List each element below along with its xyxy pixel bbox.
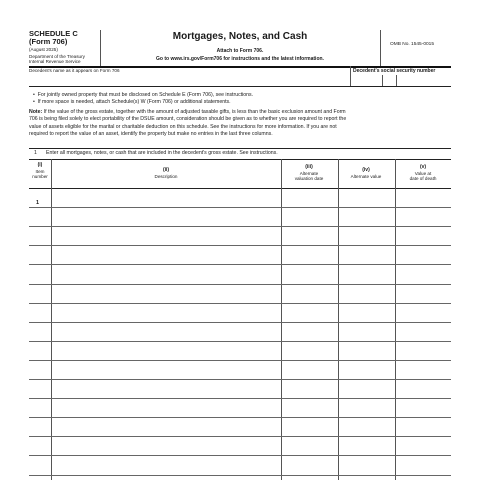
table-row-rule bbox=[29, 436, 451, 437]
note-label: Note: bbox=[29, 109, 43, 115]
table-row-rule bbox=[29, 226, 451, 227]
table-row-rule bbox=[29, 360, 451, 361]
table-row-rule bbox=[29, 475, 451, 476]
omb-number: OMB No. 1545-0015 bbox=[390, 42, 434, 47]
table-row-rule bbox=[29, 303, 451, 304]
line1-number: 1 bbox=[34, 150, 37, 156]
table-row-rule bbox=[29, 322, 451, 323]
attach-instruction: Attach to Form 706. bbox=[216, 48, 264, 54]
table-row-rule bbox=[29, 264, 451, 265]
item-number: 1 bbox=[36, 200, 40, 206]
header-divider-right bbox=[380, 30, 381, 66]
table-row-rule bbox=[29, 398, 451, 399]
decedent-name-field[interactable] bbox=[29, 74, 349, 84]
header-row-rule bbox=[29, 188, 451, 189]
table-row-rule bbox=[29, 455, 451, 456]
ssn-sep-1 bbox=[382, 75, 383, 86]
col-header-alternate-valuation-date: (iii) Alternate valuation date bbox=[294, 164, 324, 181]
note-paragraph: Note: If the value of the gross estate, together with the amount of adjusted taxable gifts, is less than the basic exclusion amount and Form 706 is being filed solely to elect portability of the DSUE amount, consideration should be given as to whether you are required to report the value of assets eligible for the marital or charitable deduction on this schedule. See the instructions for more information. If you are not required to report the value of an asset, identify the property but make no entries in the last three columns. bbox=[29, 109, 347, 137]
table-row-rule bbox=[29, 245, 451, 246]
ssn-label: Decedent's social security number bbox=[353, 67, 436, 74]
form-label: (Form 706) bbox=[29, 37, 68, 46]
table-top-rule bbox=[29, 159, 451, 160]
table-row-rule bbox=[29, 341, 451, 342]
col-header-value-at-death: (v) Value at date of death bbox=[409, 164, 437, 181]
bullet-item: • If more space is needed, attach Schedule(s) W (Form 706) or additional statements. bbox=[33, 99, 231, 105]
header-divider-left bbox=[100, 30, 101, 66]
schedule-label: SCHEDULE C bbox=[29, 29, 78, 38]
line1-top-rule bbox=[29, 148, 451, 149]
table-row-rule bbox=[29, 207, 451, 208]
name-row-rule bbox=[29, 86, 451, 87]
goto-instruction: Go to www.irs.gov/Form706 for instructions and the latest information. bbox=[156, 56, 324, 62]
table-row-rule bbox=[29, 284, 451, 285]
schedule-title bbox=[29, 30, 78, 46]
decedent-name-label: Decedent's name as it appears on Form 706 bbox=[29, 67, 120, 73]
revision-date: (August 2025) bbox=[29, 47, 58, 52]
department-line-1: Department of the Treasury bbox=[29, 54, 85, 59]
col-header-description: (ii) Description bbox=[154, 167, 178, 179]
ssn-sep-2 bbox=[396, 75, 397, 86]
table-row-rule bbox=[29, 379, 451, 380]
line1-text: Enter all mortgages, notes, or cash that are included in the decedent's gross estate. See instructions. bbox=[46, 150, 278, 156]
department-line-2: Internal Revenue Service bbox=[29, 59, 81, 64]
bullet-item: • For jointly owned property that must be disclosed on Schedule E (Form 706), see instructions. bbox=[33, 92, 254, 98]
col-header-alternate-value: (iv) Alternate value bbox=[350, 167, 382, 179]
page-title: Mortgages, Notes, and Cash bbox=[172, 31, 308, 42]
col-header-item-number: (i) Item number bbox=[32, 162, 48, 179]
table-row-rule bbox=[29, 417, 451, 418]
ssn-field[interactable] bbox=[351, 75, 451, 85]
